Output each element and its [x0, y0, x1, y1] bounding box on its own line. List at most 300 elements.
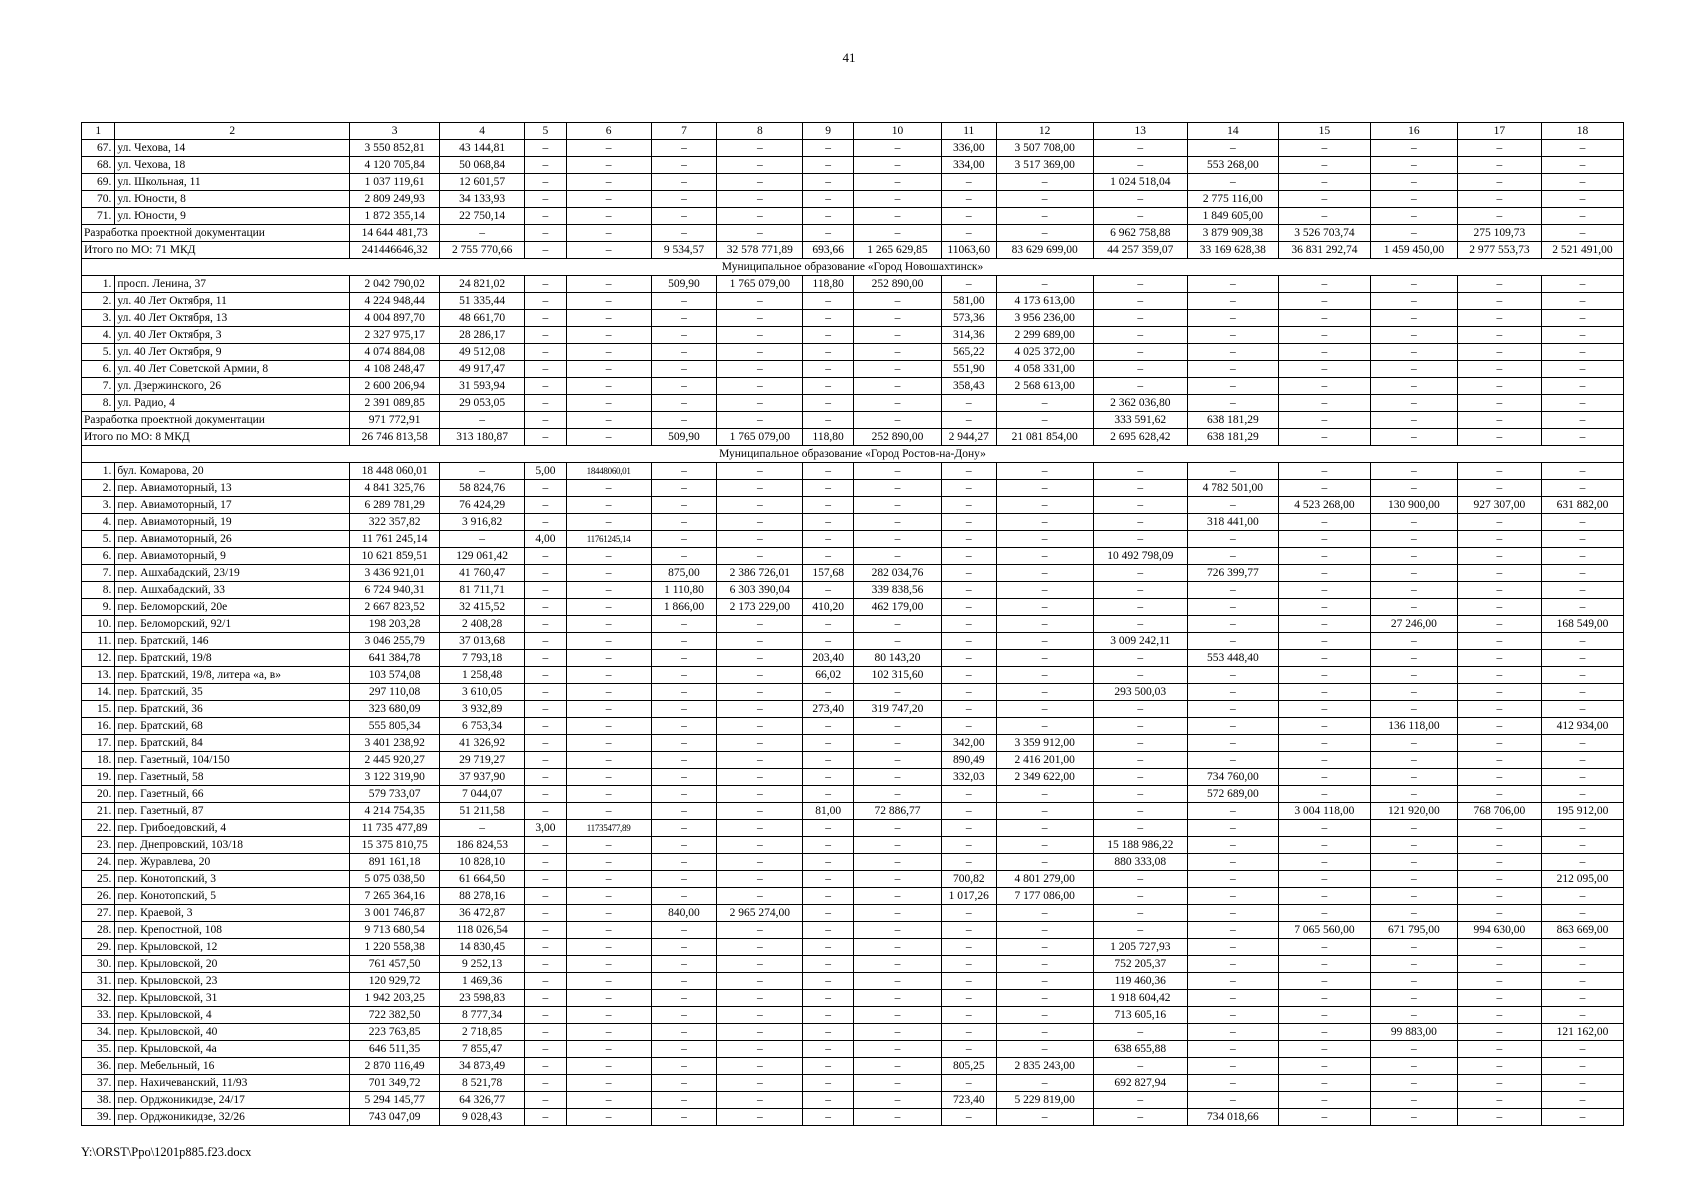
- table-cell: 3 517 369,00: [996, 157, 1093, 174]
- table-cell: –: [853, 735, 941, 752]
- table-cell: –: [1370, 225, 1457, 242]
- table-cell: –: [1541, 905, 1623, 922]
- table-cell: 1 459 450,00: [1370, 242, 1457, 259]
- table-cell: –: [651, 310, 717, 327]
- table-cell: –: [1093, 310, 1187, 327]
- table-cell: 34 133,93: [440, 191, 525, 208]
- table-cell: –: [996, 1007, 1093, 1024]
- table-cell: –: [1187, 752, 1278, 769]
- table-cell: –: [566, 684, 651, 701]
- table-cell: –: [1370, 1092, 1457, 1109]
- table-cell: –: [1278, 752, 1370, 769]
- table-cell: –: [941, 582, 996, 599]
- row-number: 34.: [82, 1024, 115, 1041]
- table-cell: –: [853, 395, 941, 412]
- table-cell: –: [1541, 463, 1623, 480]
- table-cell: –: [1457, 1024, 1541, 1041]
- table-cell: –: [853, 480, 941, 497]
- address-cell: бул. Комарова, 20: [115, 463, 350, 480]
- table-row: [82, 616, 1624, 633]
- column-number-header: 15: [1278, 123, 1370, 140]
- table-cell: –: [525, 1109, 566, 1126]
- table-cell: –: [525, 667, 566, 684]
- table-cell: –: [1187, 990, 1278, 1007]
- table-cell: 7 065 560,00: [1278, 922, 1370, 939]
- table-cell: 81 711,71: [440, 582, 525, 599]
- table-cell: –: [1278, 667, 1370, 684]
- address-cell: пер. Мебельный, 16: [115, 1058, 350, 1075]
- table-cell: –: [566, 786, 651, 803]
- table-cell: –: [853, 327, 941, 344]
- table-cell: –: [996, 718, 1093, 735]
- table-cell: –: [1278, 837, 1370, 854]
- table-cell: 6 962 758,88: [1093, 225, 1187, 242]
- table-cell: 4 224 948,44: [350, 293, 440, 310]
- table-cell: –: [941, 956, 996, 973]
- table-cell: 2 718,85: [440, 1024, 525, 1041]
- table-cell: –: [803, 973, 854, 990]
- address-cell: пер. Крыловской, 20: [115, 956, 350, 973]
- table-cell: –: [1093, 276, 1187, 293]
- table-cell: –: [941, 463, 996, 480]
- table-row: [82, 531, 1624, 548]
- table-cell: –: [566, 395, 651, 412]
- table-cell: –: [941, 208, 996, 225]
- address-cell: пер. Братский, 35: [115, 684, 350, 701]
- table-row: [82, 888, 1624, 905]
- table-cell: –: [566, 412, 651, 429]
- table-cell: –: [717, 616, 803, 633]
- table-cell: 1 849 605,00: [1187, 208, 1278, 225]
- table-cell: –: [996, 616, 1093, 633]
- table-cell: 3 436 921,01: [350, 565, 440, 582]
- table-cell: –: [651, 514, 717, 531]
- table-cell: 41 326,92: [440, 735, 525, 752]
- table-cell: –: [1541, 208, 1623, 225]
- table-cell: –: [803, 140, 854, 157]
- table-cell: –: [941, 1041, 996, 1058]
- table-cell: –: [566, 174, 651, 191]
- table-cell: –: [1278, 905, 1370, 922]
- table-cell: 51 211,58: [440, 803, 525, 820]
- table-cell: 252 890,00: [853, 276, 941, 293]
- table-cell: –: [717, 497, 803, 514]
- table-cell: –: [717, 718, 803, 735]
- table-cell: –: [1370, 463, 1457, 480]
- table-cell: –: [525, 616, 566, 633]
- address-cell: пер. Авиамоторный, 19: [115, 514, 350, 531]
- data-table: [81, 122, 1624, 1126]
- table-cell: 2 042 790,02: [350, 276, 440, 293]
- table-cell: –: [651, 820, 717, 837]
- table-cell: –: [803, 344, 854, 361]
- table-cell: –: [717, 735, 803, 752]
- table-cell: –: [803, 922, 854, 939]
- table-cell: –: [1187, 633, 1278, 650]
- table-cell: –: [651, 174, 717, 191]
- table-cell: 3 610,05: [440, 684, 525, 701]
- table-cell: –: [1370, 157, 1457, 174]
- table-cell: 2 391 089,85: [350, 395, 440, 412]
- table-cell: –: [525, 939, 566, 956]
- table-cell: 333 591,62: [1093, 412, 1187, 429]
- table-cell: 7 793,18: [440, 650, 525, 667]
- table-cell: 4 025 372,00: [996, 344, 1093, 361]
- table-cell: 2 568 613,00: [996, 378, 1093, 395]
- table-cell: –: [651, 752, 717, 769]
- table-cell: –: [803, 684, 854, 701]
- table-cell: –: [525, 888, 566, 905]
- table-cell: –: [651, 1109, 717, 1126]
- table-cell: –: [853, 361, 941, 378]
- table-cell: –: [525, 276, 566, 293]
- table-cell: –: [1278, 769, 1370, 786]
- table-cell: –: [1370, 667, 1457, 684]
- table-cell: –: [853, 922, 941, 939]
- table-cell: –: [1370, 276, 1457, 293]
- table-cell: –: [1457, 701, 1541, 718]
- table-cell: 11 761 245,14: [350, 531, 440, 548]
- table-cell: –: [1278, 1092, 1370, 1109]
- table-cell: –: [566, 905, 651, 922]
- table-cell: –: [1370, 633, 1457, 650]
- table-cell: –: [1093, 820, 1187, 837]
- table-cell: –: [1187, 276, 1278, 293]
- table-cell: –: [566, 480, 651, 497]
- table-row: [82, 820, 1624, 837]
- column-number-header: 6: [566, 123, 651, 140]
- table-cell: –: [941, 837, 996, 854]
- table-cell: –: [1457, 616, 1541, 633]
- table-row: [82, 191, 1624, 208]
- table-row: [82, 480, 1624, 497]
- table-cell: –: [1541, 1092, 1623, 1109]
- table-cell: –: [1187, 395, 1278, 412]
- table-cell: 297 110,08: [350, 684, 440, 701]
- table-cell: –: [717, 650, 803, 667]
- table-cell: –: [803, 1109, 854, 1126]
- table-cell: –: [1093, 208, 1187, 225]
- row-number: 69.: [82, 174, 115, 191]
- table-cell: 890,49: [941, 752, 996, 769]
- table-cell: 410,20: [803, 599, 854, 616]
- table-cell: –: [996, 973, 1093, 990]
- address-cell: ул. 40 Лет Октября, 13: [115, 310, 350, 327]
- table-cell: –: [1187, 718, 1278, 735]
- table-cell: –: [1278, 480, 1370, 497]
- table-cell: –: [803, 990, 854, 1007]
- row-number: 6.: [82, 548, 115, 565]
- table-cell: –: [1370, 429, 1457, 446]
- table-cell: –: [1541, 854, 1623, 871]
- table-cell: 638 655,88: [1093, 1041, 1187, 1058]
- table-cell: –: [1541, 174, 1623, 191]
- table-cell: –: [717, 820, 803, 837]
- table-cell: –: [1370, 191, 1457, 208]
- table-cell: –: [1278, 463, 1370, 480]
- table-cell: 11063,60: [941, 242, 996, 259]
- table-cell: –: [1093, 1109, 1187, 1126]
- table-row: [82, 854, 1624, 871]
- address-cell: ул. Радио, 4: [115, 395, 350, 412]
- table-cell: 752 205,37: [1093, 956, 1187, 973]
- table-cell: –: [1541, 429, 1623, 446]
- table-cell: –: [853, 1024, 941, 1041]
- row-number: 12.: [82, 650, 115, 667]
- table-cell: 462 179,00: [853, 599, 941, 616]
- table-cell: –: [1541, 548, 1623, 565]
- table-cell: –: [566, 497, 651, 514]
- table-cell: –: [525, 242, 566, 259]
- table-cell: –: [1278, 939, 1370, 956]
- table-cell: –: [566, 429, 651, 446]
- table-row: [82, 871, 1624, 888]
- table-cell: –: [566, 1092, 651, 1109]
- table-cell: 121 162,00: [1541, 1024, 1623, 1041]
- address-cell: пер. Газетный, 87: [115, 803, 350, 820]
- table-cell: –: [1187, 1041, 1278, 1058]
- table-cell: –: [525, 293, 566, 310]
- table-row: [82, 1058, 1624, 1075]
- table-cell: –: [941, 633, 996, 650]
- table-cell: –: [1541, 293, 1623, 310]
- address-cell: ул. 40 Лет Октября, 3: [115, 327, 350, 344]
- table-cell: –: [717, 1092, 803, 1109]
- summary-row: [82, 242, 1624, 259]
- table-cell: –: [525, 871, 566, 888]
- table-cell: 293 500,03: [1093, 684, 1187, 701]
- address-cell: пер. Авиамоторный, 17: [115, 497, 350, 514]
- table-cell: 412 934,00: [1541, 718, 1623, 735]
- table-cell: –: [566, 548, 651, 565]
- table-cell: –: [1187, 684, 1278, 701]
- table-cell: –: [1541, 191, 1623, 208]
- table-cell: –: [1093, 463, 1187, 480]
- summary-row: [82, 429, 1624, 446]
- table-cell: 37 013,68: [440, 633, 525, 650]
- table-cell: –: [853, 174, 941, 191]
- table-cell: 27 246,00: [1370, 616, 1457, 633]
- table-cell: –: [1278, 956, 1370, 973]
- table-cell: –: [525, 990, 566, 1007]
- table-cell: –: [941, 191, 996, 208]
- table-cell: –: [1278, 1075, 1370, 1092]
- table-cell: –: [803, 837, 854, 854]
- table-cell: –: [1187, 973, 1278, 990]
- address-cell: просп. Ленина, 37: [115, 276, 350, 293]
- table-row: [82, 650, 1624, 667]
- row-number: 9.: [82, 599, 115, 616]
- row-number: 36.: [82, 1058, 115, 1075]
- table-cell: –: [1278, 786, 1370, 803]
- table-cell: –: [651, 1058, 717, 1075]
- table-cell: –: [941, 174, 996, 191]
- table-cell: –: [1278, 650, 1370, 667]
- row-number: 2.: [82, 293, 115, 310]
- table-cell: 58 824,76: [440, 480, 525, 497]
- table-cell: –: [717, 548, 803, 565]
- table-cell: –: [651, 293, 717, 310]
- table-cell: 314,36: [941, 327, 996, 344]
- address-cell: пер. Беломорский, 92/1: [115, 616, 350, 633]
- table-cell: 4 074 884,08: [350, 344, 440, 361]
- table-cell: –: [1187, 820, 1278, 837]
- table-cell: –: [717, 344, 803, 361]
- table-cell: –: [853, 548, 941, 565]
- table-cell: –: [803, 582, 854, 599]
- table-cell: –: [1278, 1024, 1370, 1041]
- table-cell: –: [1541, 735, 1623, 752]
- table-cell: –: [853, 1092, 941, 1109]
- table-row: [82, 463, 1624, 480]
- table-cell: –: [996, 820, 1093, 837]
- table-cell: 9 534,57: [651, 242, 717, 259]
- table-cell: –: [853, 310, 941, 327]
- table-cell: –: [1541, 344, 1623, 361]
- table-cell: –: [996, 276, 1093, 293]
- table-cell: –: [1278, 990, 1370, 1007]
- address-cell: пер. Крыловской, 4: [115, 1007, 350, 1024]
- table-cell: –: [1187, 140, 1278, 157]
- table-cell: –: [803, 293, 854, 310]
- table-cell: –: [1541, 820, 1623, 837]
- table-cell: –: [1370, 905, 1457, 922]
- table-cell: 863 669,00: [1541, 922, 1623, 939]
- table-cell: –: [803, 1058, 854, 1075]
- column-number-header: 13: [1093, 123, 1187, 140]
- table-row: [82, 157, 1624, 174]
- row-number: 1.: [82, 463, 115, 480]
- table-cell: –: [525, 310, 566, 327]
- table-cell: –: [1370, 1109, 1457, 1126]
- table-cell: –: [1457, 1092, 1541, 1109]
- table-cell: –: [717, 786, 803, 803]
- table-cell: –: [525, 361, 566, 378]
- table-cell: –: [853, 939, 941, 956]
- table-cell: –: [996, 191, 1093, 208]
- address-cell: пер. Крыловской, 40: [115, 1024, 350, 1041]
- table-cell: 29 053,05: [440, 395, 525, 412]
- table-cell: –: [1278, 378, 1370, 395]
- table-row: [82, 973, 1624, 990]
- table-cell: –: [1093, 497, 1187, 514]
- table-cell: 21 081 854,00: [996, 429, 1093, 446]
- table-cell: –: [853, 531, 941, 548]
- table-cell: –: [1093, 531, 1187, 548]
- table-cell: –: [853, 837, 941, 854]
- table-cell: –: [996, 905, 1093, 922]
- table-cell: –: [566, 310, 651, 327]
- row-number: 1.: [82, 276, 115, 293]
- table-cell: 573,36: [941, 310, 996, 327]
- table-cell: –: [803, 310, 854, 327]
- table-cell: –: [853, 225, 941, 242]
- table-cell: –: [996, 956, 1093, 973]
- row-number: 11.: [82, 633, 115, 650]
- address-cell: ул. Юности, 9: [115, 208, 350, 225]
- table-cell: 118,80: [803, 429, 854, 446]
- table-cell: –: [1093, 871, 1187, 888]
- table-cell: –: [651, 361, 717, 378]
- address-cell: пер. Крыловской, 4а: [115, 1041, 350, 1058]
- table-cell: 3 001 746,87: [350, 905, 440, 922]
- table-cell: –: [717, 293, 803, 310]
- table-cell: –: [651, 412, 717, 429]
- table-cell: –: [1093, 157, 1187, 174]
- table-cell: 36 472,87: [440, 905, 525, 922]
- table-cell: –: [1370, 208, 1457, 225]
- table-cell: –: [853, 973, 941, 990]
- table-cell: 5,00: [525, 463, 566, 480]
- table-cell: –: [717, 225, 803, 242]
- table-cell: –: [1093, 922, 1187, 939]
- table-cell: 2 299 689,00: [996, 327, 1093, 344]
- table-cell: 1 205 727,93: [1093, 939, 1187, 956]
- row-number: 28.: [82, 922, 115, 939]
- table-cell: –: [525, 1075, 566, 1092]
- table-cell: –: [1370, 174, 1457, 191]
- table-cell: –: [717, 956, 803, 973]
- table-row: [82, 633, 1624, 650]
- table-row: [82, 361, 1624, 378]
- table-cell: –: [941, 786, 996, 803]
- table-cell: –: [803, 497, 854, 514]
- table-cell: –: [566, 939, 651, 956]
- table-cell: –: [651, 871, 717, 888]
- row-number: 14.: [82, 684, 115, 701]
- table-cell: –: [566, 344, 651, 361]
- table-cell: –: [1370, 514, 1457, 531]
- table-cell: –: [566, 293, 651, 310]
- table-cell: 1 469,36: [440, 973, 525, 990]
- table-cell: 34 873,49: [440, 1058, 525, 1075]
- table-cell: 4 801 279,00: [996, 871, 1093, 888]
- table-cell: –: [853, 616, 941, 633]
- column-number-header: 8: [717, 123, 803, 140]
- table-cell: 15 188 986,22: [1093, 837, 1187, 854]
- table-row: [82, 344, 1624, 361]
- table-cell: –: [1457, 140, 1541, 157]
- table-cell: –: [1370, 837, 1457, 854]
- table-cell: –: [525, 480, 566, 497]
- table-cell: 2 362 036,80: [1093, 395, 1187, 412]
- table-cell: –: [525, 208, 566, 225]
- table-cell: 743 047,09: [350, 1109, 440, 1126]
- table-cell: –: [651, 803, 717, 820]
- table-cell: –: [853, 412, 941, 429]
- table-cell: 9 028,43: [440, 1109, 525, 1126]
- table-cell: –: [853, 1058, 941, 1075]
- column-number-header: 11: [941, 123, 996, 140]
- table-cell: –: [717, 395, 803, 412]
- table-cell: –: [996, 582, 1093, 599]
- table-cell: 168 549,00: [1541, 616, 1623, 633]
- address-cell: пер. Авиамоторный, 9: [115, 548, 350, 565]
- table-cell: –: [941, 514, 996, 531]
- table-cell: –: [941, 939, 996, 956]
- table-cell: 33 169 628,38: [1187, 242, 1278, 259]
- table-cell: –: [803, 786, 854, 803]
- table-cell: –: [717, 990, 803, 1007]
- table-cell: 2 870 116,49: [350, 1058, 440, 1075]
- table-cell: –: [525, 837, 566, 854]
- row-number: 17.: [82, 735, 115, 752]
- table-cell: –: [941, 395, 996, 412]
- table-cell: –: [1093, 888, 1187, 905]
- table-cell: 3 526 703,74: [1278, 225, 1370, 242]
- table-cell: 99 883,00: [1370, 1024, 1457, 1041]
- table-cell: –: [853, 1075, 941, 1092]
